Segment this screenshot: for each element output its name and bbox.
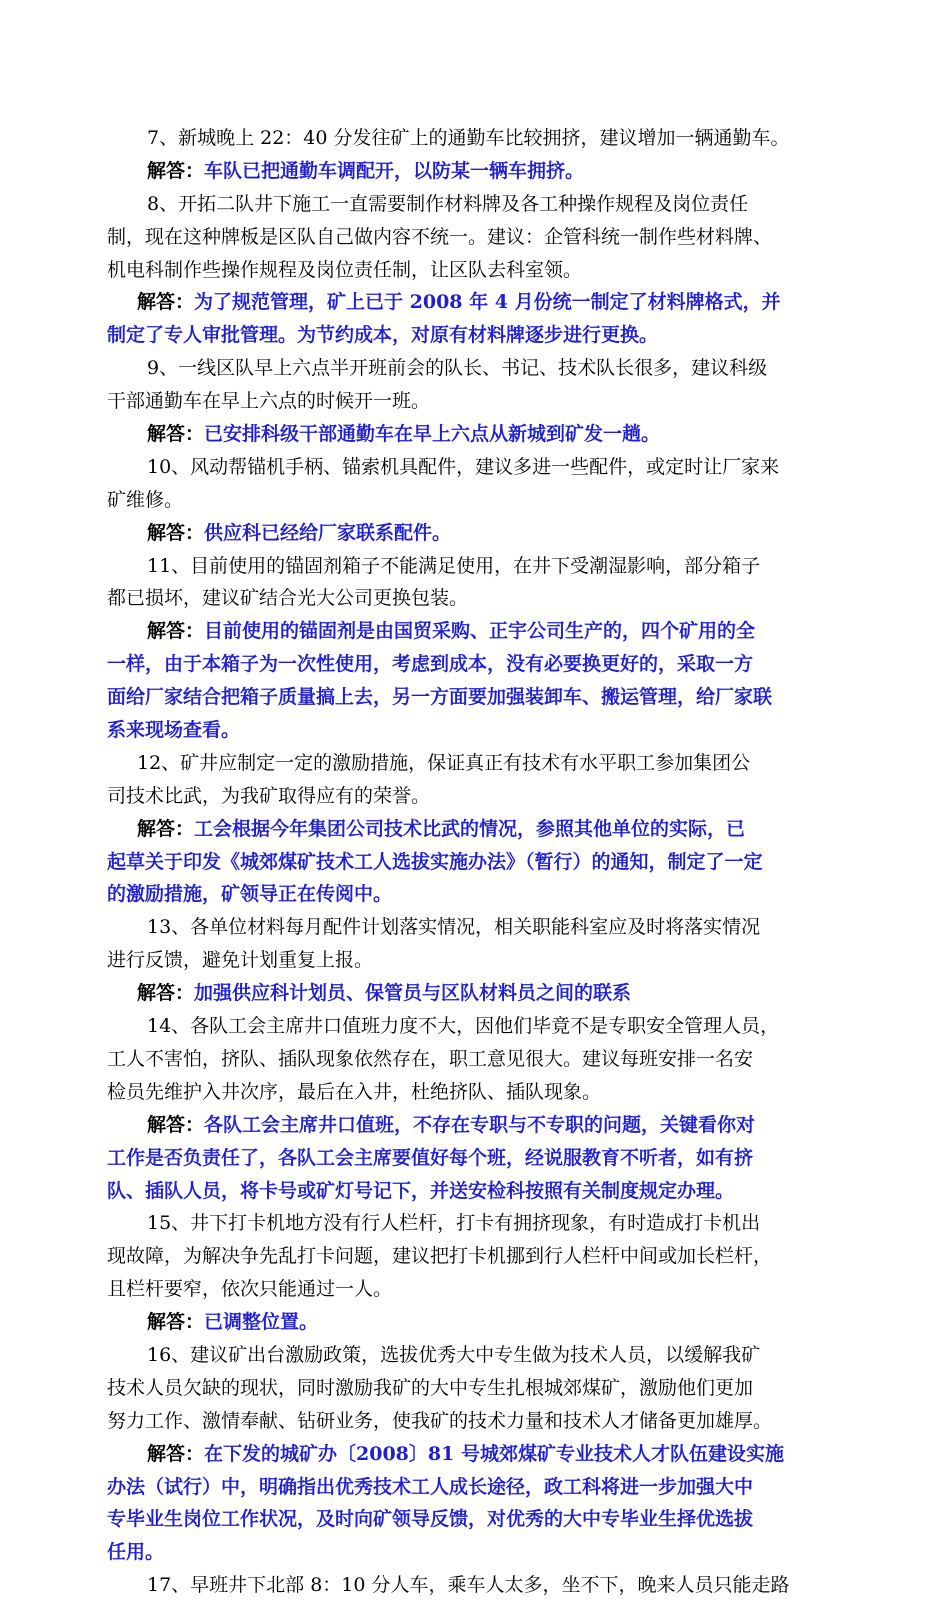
answer-line [107, 1306, 850, 1339]
question-text-line [107, 1273, 850, 1306]
answer-text-line [107, 878, 850, 911]
answer-label: 解答： [147, 1311, 205, 1334]
question-text: 技术人员欠缺的现状，同时激励我矿的大中专生扎根城郊煤矿，激励他们更加 [107, 1376, 754, 1399]
question-text: 10、风动帮锚机手柄、锚索机具配件，建议多进一些配件，或定时让厂家来 [147, 455, 780, 478]
answer-text: 办法（试行）中，明确指出优秀技术工人成长途径，政工科将进一步加强大中 [107, 1475, 754, 1498]
question-text: 矿维修。 [107, 488, 184, 511]
answer-text-line [107, 648, 850, 681]
answer-label: 解答： [137, 982, 195, 1005]
question-text: 9、一线区队早上六点半开班前会的队长、书记、技术队长很多，建议科级 [147, 357, 768, 380]
question-text: 工人不害怕，挤队、插队现象依然存在，职工意见很大。建议每班安排一名安 [107, 1047, 754, 1070]
question-text-line [107, 550, 850, 583]
answer-text-line [107, 846, 850, 879]
question-text: 努力工作、激情奉献、钻研业务，使我矿的技术力量和技术人才储备更加雄厚。 [107, 1409, 773, 1432]
answer-text-line [107, 681, 850, 714]
answer-label: 解答： [147, 159, 205, 182]
question-text: 制，现在这种牌板是区队自己做内容不统一。建议：企管科统一制作些材料牌、 [107, 225, 773, 248]
answer-label: 解答： [137, 817, 195, 840]
question-text-line [107, 944, 850, 977]
question-text: 11、目前使用的锚固剂箱子不能满足使用，在井下受潮湿影响，部分箱子 [147, 554, 761, 577]
answer-label: 解答： [147, 620, 205, 643]
question-text: 12、矿井应制定一定的激励措施，保证真正有技术有水平职工参加集团公 [137, 751, 751, 774]
answer-line [107, 517, 850, 550]
answer-text: 面给厂家结合把箱子质量搞上去，另一方面要加强装卸车、搬运管理，给厂家联 [107, 686, 773, 709]
question-text: 7、新城晚上 22：40 分发往矿上的通勤车比较拥挤，建议增加一辆通勤车。 [147, 127, 790, 149]
question-text-line [107, 122, 850, 155]
answer-text: 在下发的城矿办〔2008〕81 号城郊煤矿专业技术人才队伍建设实施 [204, 1442, 784, 1465]
question-text: 干部通勤车在早上六点的时候开一班。 [107, 390, 431, 413]
question-text: 进行反馈，避免计划重复上报。 [107, 949, 374, 972]
question-text-line [107, 352, 850, 385]
answer-text-line [107, 1503, 850, 1536]
answer-text: 车队已把通勤车调配开，以防某一辆车拥挤。 [204, 159, 585, 182]
question-text-line [107, 1010, 850, 1043]
answer-text: 已安排科级干部通勤车在早上六点从新城到矿发一趟。 [204, 423, 661, 446]
answer-line [107, 286, 850, 319]
question-text-line [107, 1372, 850, 1405]
answer-line [107, 977, 850, 1010]
question-text-line [107, 1207, 850, 1240]
question-text-line [107, 188, 850, 221]
answer-text: 制定了专人审批管理。为节约成本，对原有材料牌逐步进行更换。 [107, 324, 659, 347]
question-text-line [107, 254, 850, 287]
question-text: 机电科制作些操作规程及岗位责任制，让区队去科室领。 [107, 258, 583, 281]
question-text-line [107, 1569, 850, 1602]
question-text-line [107, 484, 850, 517]
answer-text: 任用。 [107, 1541, 165, 1564]
answer-text: 工作是否负责任了，各队工会主席要值好每个班，经说服教育不听者，如有挤 [107, 1146, 754, 1169]
question-text: 14、各队工会主席井口值班力度不大，因他们毕竟不是专职安全管理人员， [147, 1015, 780, 1038]
question-text-line [107, 780, 850, 813]
question-text-line [107, 1405, 850, 1438]
question-text-line [107, 1240, 850, 1273]
question-text-line [107, 582, 850, 615]
answer-label: 解答： [147, 521, 205, 544]
answer-text-line [107, 1175, 850, 1208]
answer-text-line [107, 1142, 850, 1175]
question-text: 检员先维护入井次序，最后在入井，杜绝挤队、插队现象。 [107, 1080, 602, 1103]
answer-label: 解答： [147, 1113, 205, 1136]
question-text-line [107, 911, 850, 944]
question-text-line [107, 451, 850, 484]
question-text: 15、井下打卡机地方没有行人栏杆，打卡有拥挤现象，有时造成打卡机出 [147, 1212, 761, 1235]
answer-label: 解答： [147, 423, 205, 446]
question-text: 且栏杆要窄，依次只能通过一人。 [107, 1278, 393, 1301]
question-text-line [107, 221, 850, 254]
answer-line [107, 1109, 850, 1142]
question-text: 16、建议矿出台激励政策，选拔优秀大中专生做为技术人员，以缓解我矿 [147, 1343, 761, 1366]
question-text: 8、开拓二队井下施工一直需要制作材料牌及各工种操作规程及岗位责任 [147, 192, 749, 215]
answer-text: 目前使用的锚固剂是由国贸采购、正宇公司生产的，四个矿用的全 [204, 620, 756, 643]
answer-text: 队、插队人员，将卡号或矿灯号记下，并送安检科按照有关制度规定办理。 [107, 1179, 735, 1202]
answer-text: 加强供应科计划员、保管员与区队材料员之间的联系 [194, 982, 632, 1005]
answer-text-line [107, 319, 850, 352]
question-text-line [107, 1076, 850, 1109]
answer-line [107, 155, 850, 188]
answer-text: 为了规范管理，矿上已于 2008 年 4 月份统一制定了材料牌格式，并 [194, 291, 781, 314]
answer-text: 专毕业生岗位工作状况，及时向矿领导反馈，对优秀的大中专毕业生择优选拔 [107, 1508, 754, 1531]
answer-text-line [107, 1471, 850, 1504]
answer-text: 已调整位置。 [204, 1311, 319, 1334]
question-text-line [107, 1043, 850, 1076]
question-text: 都已损坏，建议矿结合光大公司更换包装。 [107, 587, 469, 610]
answer-line [107, 615, 850, 648]
answer-line [107, 1438, 850, 1471]
answer-text: 系来现场查看。 [107, 719, 241, 742]
question-text: 现故障，为解决争先乱打卡问题，建议把打卡机挪到行人栏杆中间或加长栏杆， [107, 1245, 773, 1268]
answer-text: 供应科已经给厂家联系配件。 [204, 521, 452, 544]
answer-label: 解答： [147, 1442, 205, 1465]
answer-text: 起草关于印发《城郊煤矿技术工人选拔实施办法》（暂行）的通知，制定了一定 [107, 850, 763, 873]
answer-text: 一样，由于本箱子为一次性使用，考虑到成本，没有必要换更好的，采取一方 [107, 653, 754, 676]
answer-text: 的激励措施，矿领导正在传阅中。 [107, 883, 393, 906]
answer-text: 各队工会主席井口值班，不存在专职与不专职的问题，关键看你对 [204, 1113, 756, 1136]
question-text: 司技术比武，为我矿取得应有的荣誉。 [107, 784, 431, 807]
document-page [107, 122, 850, 1602]
question-text: 13、各单位材料每月配件计划落实情况，相关职能科室应及时将落实情况 [147, 916, 761, 939]
question-text-line [107, 385, 850, 418]
answer-text: 工会根据今年集团公司技术比武的情况，参照其他单位的实际，已 [194, 817, 746, 840]
answer-label: 解答： [137, 291, 195, 314]
question-text-line [107, 747, 850, 780]
answer-text-line [107, 1536, 850, 1569]
question-text: 17、早班井下北部 8：10 分人车，乘车人太多，坐不下，晚来人员只能走路 [147, 1574, 790, 1597]
answer-line [107, 813, 850, 846]
answer-text-line [107, 714, 850, 747]
answer-line [107, 418, 850, 451]
